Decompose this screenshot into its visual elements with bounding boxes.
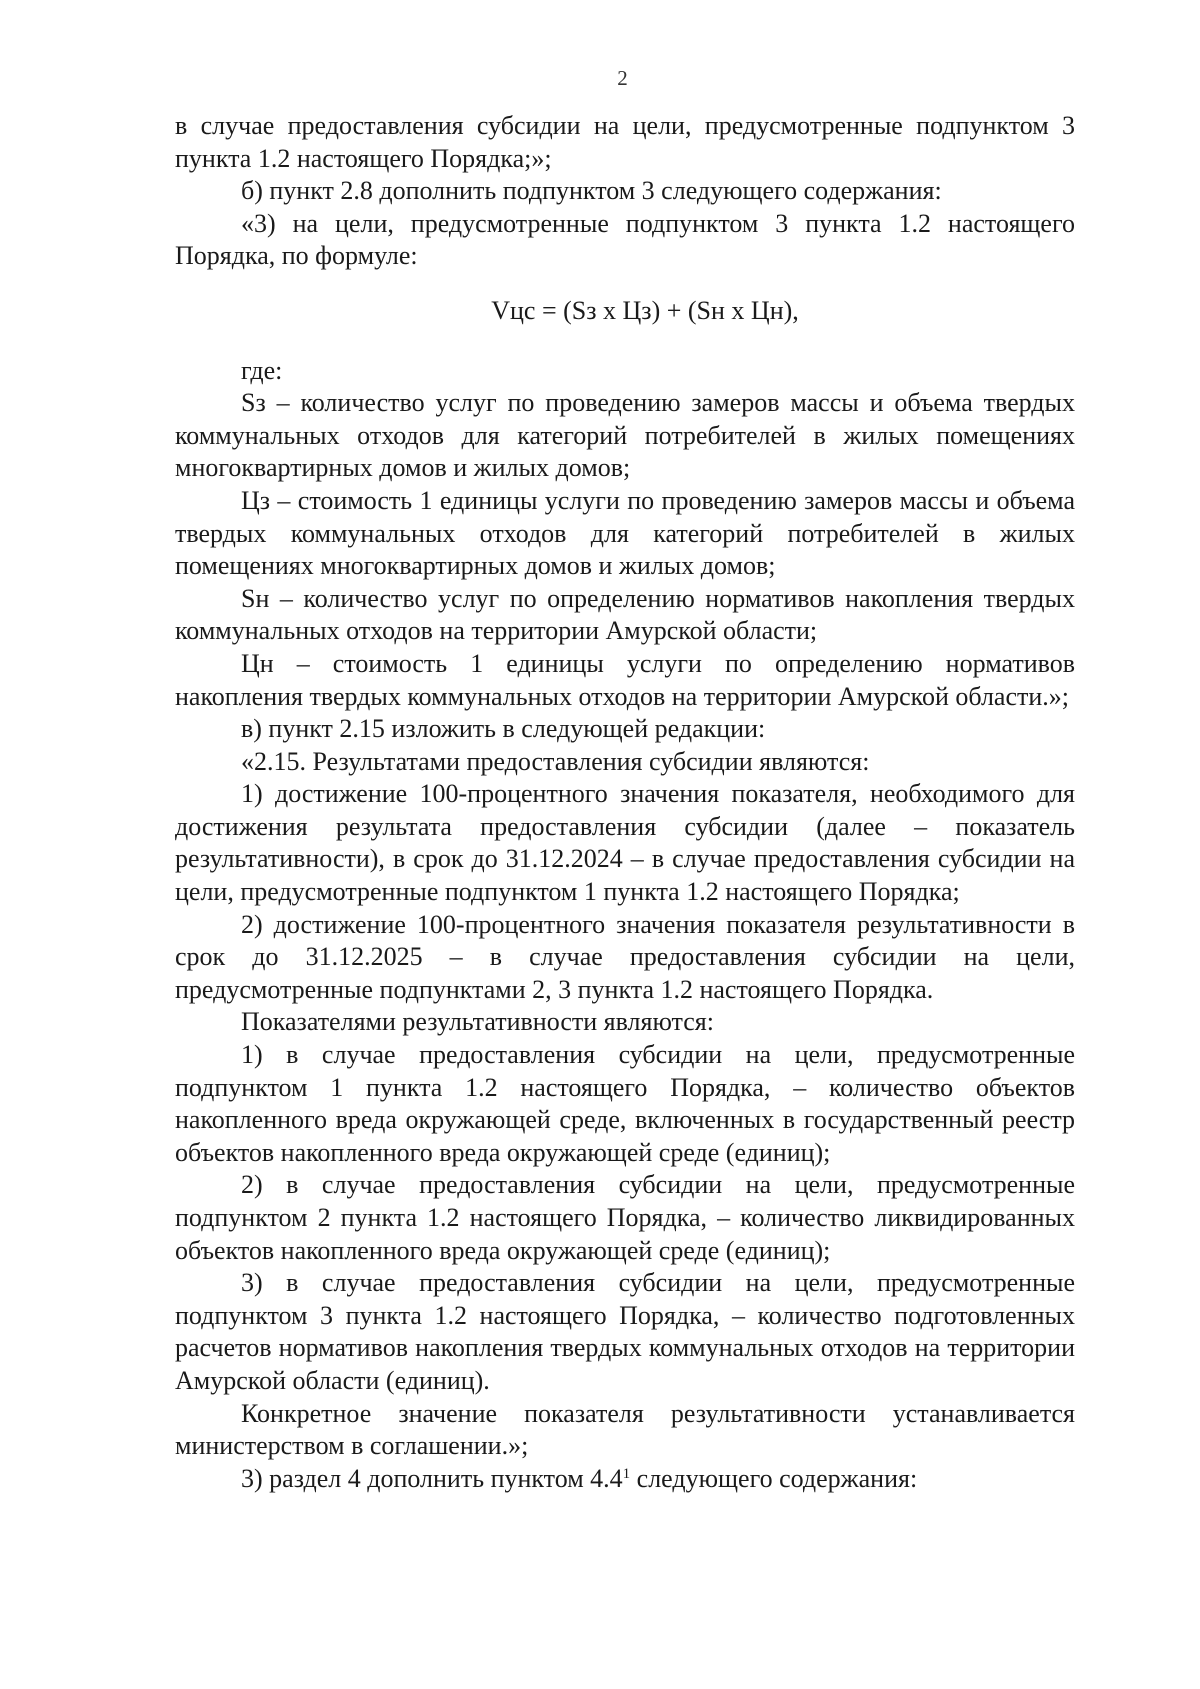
paragraph: 1) достижение 100-процентного значения показателя, необходимого для достижения результата предоставления субсидии (далее – показатель результативности), в срок до 31.12.2024 – в случае предоставления субсидии на цели, предусмотренные подпунктом 1 пункта 1.2 настоящего Порядка; <box>175 779 1075 907</box>
paragraph: Цн – стоимость 1 единицы услуги по определению нормативов накопления твердых коммунальных отходов на территории Амурской области.»; <box>175 648 1075 711</box>
paragraph: «2.15. Результатами предоставления субсидии являются: <box>241 746 870 776</box>
paragraph: 2) достижение 100-процентного значения показателя результативности в срок до 31.12.2025 – в случае предоставления субсидии на цели, предусмотренные подпунктами 2, 3 пункта 1.2 настоящего Порядка. <box>175 909 1075 1004</box>
paragraph: 2) в случае предоставления субсидии на цели, предусмотренные подпунктом 2 пункта 1.2 настоящего Порядка, – количество ликвидированных объектов накопленного вреда окружающей среде (единиц); <box>175 1170 1075 1265</box>
formula: Vцс = (Sз х Цз) + (Sн х Цн), <box>491 295 799 325</box>
paragraph: Цз – стоимость 1 единицы услуги по проведению замеров массы и объема твердых коммунальных отходов для категорий потребителей в жилых помещениях многоквартирных домов и жилых домов; <box>175 485 1075 581</box>
paragraph: 1) в случае предоставления субсидии на цели, предусмотренные подпунктом 1 пункта 1.2 настоящего Порядка, – количество объектов накопленного вреда окружающей среде, включенных в государственный реестр объектов накопленного вреда окружающей среде (единиц); <box>175 1040 1075 1167</box>
paragraph-text: 3) раздел 4 дополнить пунктом 4.4 <box>241 1463 623 1493</box>
paragraph-with-superscript <box>175 1463 1075 1496</box>
paragraph: Конкретное значение показателя результативности устанавливается министерством в соглашении.»; <box>175 1398 1075 1461</box>
paragraph: Sз – количество услуг по проведению замеров массы и объема твердых коммунальных отходов для категорий потребителей в жилых помещениях многоквартирных домов и жилых домов; <box>175 388 1075 483</box>
paragraph: б) пункт 2.8 дополнить подпунктом 3 следующего содержания: <box>241 176 942 206</box>
paragraph: Показателями результативности являются: <box>241 1007 714 1037</box>
superscript: 1 <box>622 1465 631 1482</box>
paragraph: «3) на цели, предусмотренные подпунктом 3 пункта 1.2 настоящего Порядка, по формуле: <box>175 208 1075 271</box>
paragraph-tail: следующего содержания: <box>630 1463 918 1493</box>
paragraph: в) пункт 2.15 изложить в следующей редакции: <box>241 714 766 744</box>
page-number: 2 <box>617 66 628 90</box>
paragraph: где: <box>241 355 283 385</box>
document-body <box>175 110 1075 1495</box>
paragraph: Sн – количество услуг по определению нормативов накопления твердых коммунальных отходов на территории Амурской области; <box>175 583 1075 646</box>
paragraph: в случае предоставления субсидии на цели, предусмотренные подпунктом 3 пункта 1.2 настоящего Порядка;»; <box>175 111 1075 173</box>
paragraph: 3) в случае предоставления субсидии на цели, предусмотренные подпунктом 3 пункта 1.2 настоящего Порядка, – количество подготовленных расчетов нормативов накопления твердых коммунальных отходов на территории Амурской области (единиц). <box>175 1268 1075 1395</box>
